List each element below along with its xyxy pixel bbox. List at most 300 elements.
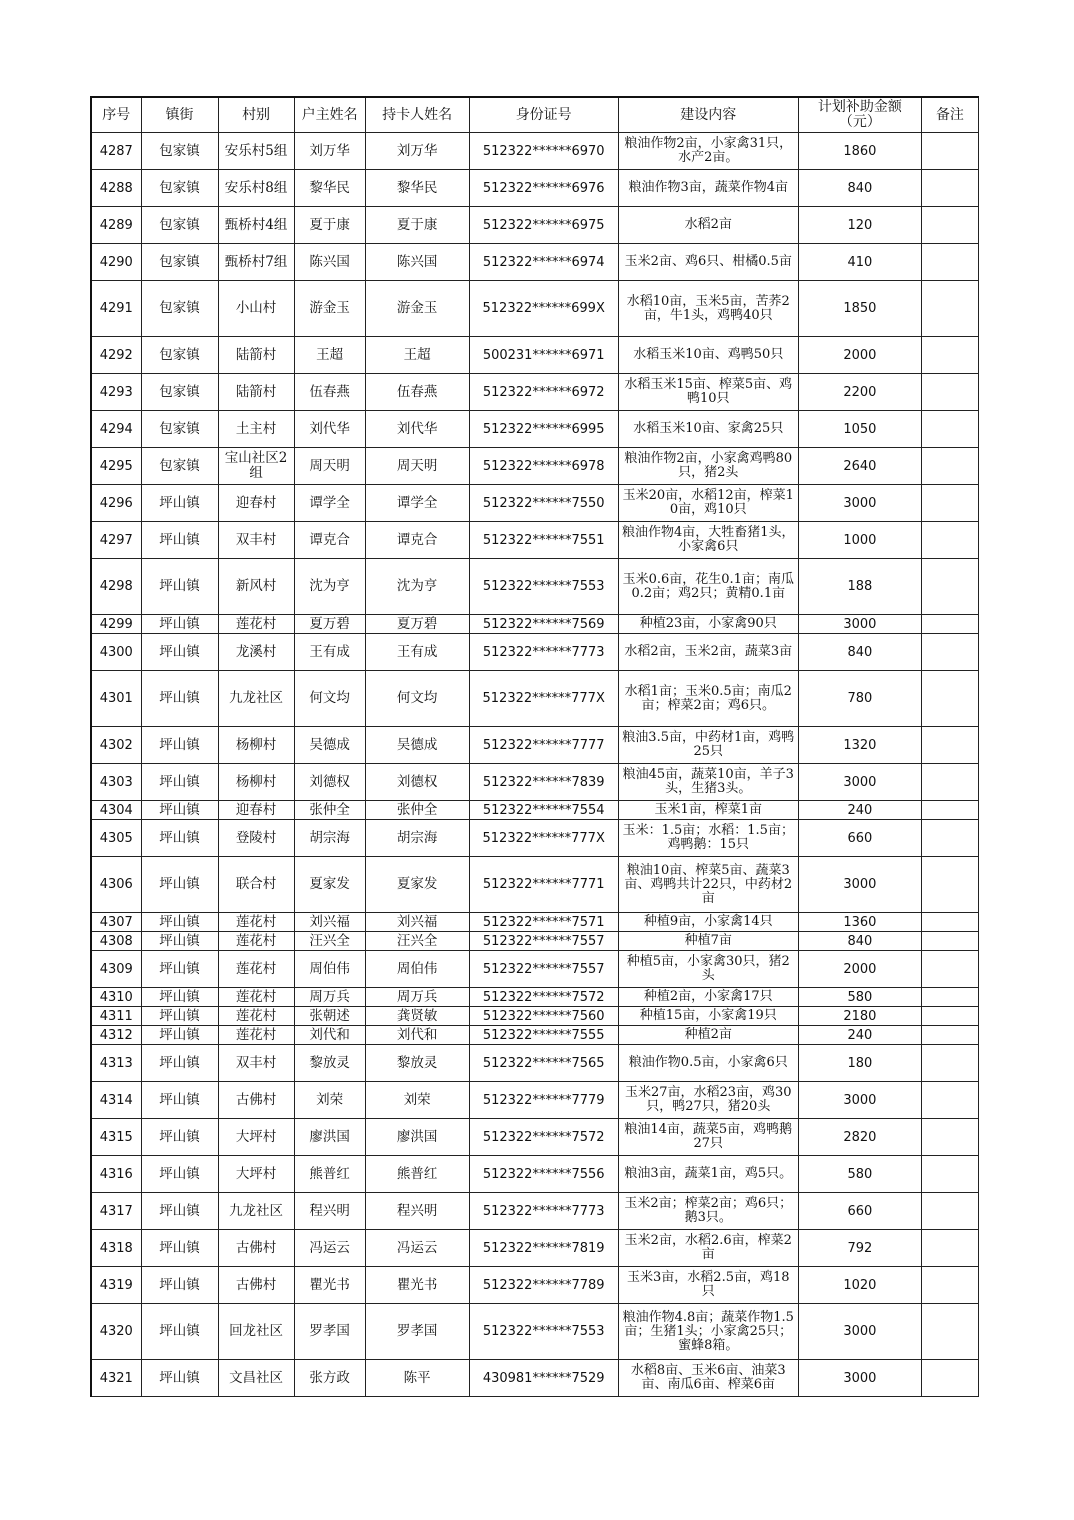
cell-holder-name: 谭学全 [365,485,469,522]
cell-seq: 4297 [91,522,141,559]
cell-note [921,374,978,411]
cell-holder-name: 吴德成 [365,727,469,764]
table-row [91,764,979,801]
cell-amount: 1050 [798,411,921,448]
cell-head-name: 程兴明 [294,1193,365,1230]
cell-head-name: 谭学全 [294,485,365,522]
cell-holder-name: 游金玉 [365,281,469,337]
cell-note [921,559,978,615]
table-row [91,1360,979,1397]
cell-seq: 4287 [91,133,141,170]
cell-seq: 4302 [91,727,141,764]
cell-id-number: 512322******7556 [469,1156,618,1193]
cell-amount: 1360 [798,913,921,932]
header-note: 备注 [921,97,978,133]
cell-content: 水稻8亩、玉米6亩、油菜3亩、南瓜6亩、榨菜6亩 [618,1360,798,1397]
cell-content: 粮油作物0.5亩，小家禽6只 [618,1045,798,1082]
header-row [91,97,979,133]
cell-note [921,1119,978,1156]
cell-town: 坪山镇 [141,1156,218,1193]
cell-village: 莲花村 [218,1026,294,1045]
cell-amount: 188 [798,559,921,615]
cell-town: 坪山镇 [141,1082,218,1119]
cell-head-name: 熊普红 [294,1156,365,1193]
cell-head-name: 刘代和 [294,1026,365,1045]
cell-id-number: 512322******6976 [469,170,618,207]
cell-id-number: 512322******7553 [469,559,618,615]
cell-id-number: 512322******6970 [469,133,618,170]
cell-head-name: 瞿光书 [294,1267,365,1304]
cell-head-name: 王有成 [294,634,365,671]
cell-village: 安乐村8组 [218,170,294,207]
cell-head-name: 胡宗海 [294,820,365,857]
cell-amount: 2200 [798,374,921,411]
cell-holder-name: 程兴明 [365,1193,469,1230]
cell-village: 大坪村 [218,1119,294,1156]
cell-content: 粮油作物3亩，蔬菜作物4亩 [618,170,798,207]
cell-amount: 580 [798,988,921,1007]
cell-seq: 4292 [91,337,141,374]
cell-head-name: 刘荣 [294,1082,365,1119]
cell-head-name: 夏万碧 [294,615,365,634]
table-row [91,801,979,820]
cell-seq: 4320 [91,1304,141,1360]
cell-village: 杨柳村 [218,764,294,801]
cell-village: 古佛村 [218,1082,294,1119]
cell-town: 坪山镇 [141,727,218,764]
cell-content: 粮油作物2亩，小家禽31只，水产2亩。 [618,133,798,170]
cell-head-name: 周万兵 [294,988,365,1007]
cell-holder-name: 伍春燕 [365,374,469,411]
cell-town: 包家镇 [141,244,218,281]
cell-town: 坪山镇 [141,857,218,913]
cell-note [921,1082,978,1119]
cell-seq: 4294 [91,411,141,448]
cell-id-number: 512322******7773 [469,634,618,671]
cell-amount: 792 [798,1230,921,1267]
header-holder-name: 持卡人姓名 [365,97,469,133]
table-row [91,932,979,951]
cell-amount: 120 [798,207,921,244]
cell-head-name: 刘兴福 [294,913,365,932]
cell-town: 坪山镇 [141,1026,218,1045]
cell-town: 包家镇 [141,207,218,244]
cell-amount: 780 [798,671,921,727]
cell-amount: 240 [798,801,921,820]
cell-content: 粮油作物2亩，小家禽鸡鸭80只，猪2头 [618,448,798,485]
cell-id-number: 512322******7771 [469,857,618,913]
cell-note [921,913,978,932]
cell-head-name: 刘代华 [294,411,365,448]
table-row [91,988,979,1007]
cell-amount: 580 [798,1156,921,1193]
cell-seq: 4291 [91,281,141,337]
table-row [91,1267,979,1304]
cell-holder-name: 王有成 [365,634,469,671]
cell-seq: 4315 [91,1119,141,1156]
cell-id-number: 512322******7571 [469,913,618,932]
cell-amount: 660 [798,1193,921,1230]
cell-holder-name: 夏家发 [365,857,469,913]
cell-id-number: 512322******699X [469,281,618,337]
table-row [91,1082,979,1119]
cell-note [921,1304,978,1360]
cell-id-number: 512322******7773 [469,1193,618,1230]
cell-note [921,1267,978,1304]
cell-seq: 4290 [91,244,141,281]
cell-holder-name: 周万兵 [365,988,469,1007]
cell-village: 古佛村 [218,1230,294,1267]
cell-content: 粮油作物4亩，大牲畜猪1头，小家禽6只 [618,522,798,559]
table-row [91,1230,979,1267]
cell-holder-name: 张仲全 [365,801,469,820]
cell-amount: 1000 [798,522,921,559]
cell-holder-name: 夏万碧 [365,615,469,634]
cell-note [921,207,978,244]
cell-note [921,1360,978,1397]
cell-content: 粮油3.5亩，中药材1亩，鸡鸭25只 [618,727,798,764]
cell-id-number: 512322******7572 [469,988,618,1007]
cell-note [921,448,978,485]
cell-note [921,281,978,337]
cell-village: 新风村 [218,559,294,615]
subsidy-table [90,96,979,1397]
cell-town: 坪山镇 [141,485,218,522]
cell-holder-name: 沈为亨 [365,559,469,615]
cell-id-number: 512322******7572 [469,1119,618,1156]
cell-seq: 4310 [91,988,141,1007]
cell-village: 登陵村 [218,820,294,857]
cell-content: 种植2亩，小家禽17只 [618,988,798,1007]
cell-village: 迎春村 [218,485,294,522]
cell-content: 粮油14亩，蔬菜5亩，鸡鸭鹅27只 [618,1119,798,1156]
cell-town: 坪山镇 [141,634,218,671]
cell-town: 坪山镇 [141,1119,218,1156]
cell-id-number: 512322******7555 [469,1026,618,1045]
header-content: 建设内容 [618,97,798,133]
cell-head-name: 冯运云 [294,1230,365,1267]
cell-town: 坪山镇 [141,671,218,727]
cell-note [921,485,978,522]
cell-content: 水稻玉米10亩、家禽25只 [618,411,798,448]
cell-town: 坪山镇 [141,1007,218,1026]
cell-content: 种植5亩，小家禽30只，猪2头 [618,951,798,988]
cell-head-name: 张方政 [294,1360,365,1397]
cell-head-name: 伍春燕 [294,374,365,411]
cell-amount: 3000 [798,764,921,801]
cell-note [921,820,978,857]
cell-content: 玉米3亩，水稻2.5亩，鸡18只 [618,1267,798,1304]
cell-content: 水稻10亩，玉米5亩，苦荞2亩，牛1头，鸡鸭40只 [618,281,798,337]
cell-seq: 4306 [91,857,141,913]
cell-head-name: 黎华民 [294,170,365,207]
cell-head-name: 汪兴全 [294,932,365,951]
cell-seq: 4303 [91,764,141,801]
cell-content: 粮油作物4.8亩；蔬菜作物1.5亩；生猪1头；小家禽25只；蜜蜂8箱。 [618,1304,798,1360]
cell-content: 粮油10亩、榨菜5亩、蔬菜3亩、鸡鸭共计22只，中药材2亩 [618,857,798,913]
cell-town: 包家镇 [141,133,218,170]
cell-note [921,671,978,727]
cell-village: 回龙社区 [218,1304,294,1360]
cell-seq: 4316 [91,1156,141,1193]
cell-village: 九龙社区 [218,1193,294,1230]
cell-seq: 4298 [91,559,141,615]
cell-village: 宝山社区2组 [218,448,294,485]
cell-village: 莲花村 [218,932,294,951]
cell-town: 包家镇 [141,281,218,337]
cell-town: 坪山镇 [141,1230,218,1267]
cell-id-number: 512322******7777 [469,727,618,764]
cell-amount: 180 [798,1045,921,1082]
cell-content: 玉米1亩，榨菜1亩 [618,801,798,820]
cell-town: 包家镇 [141,170,218,207]
cell-head-name: 吴德成 [294,727,365,764]
table-row [91,559,979,615]
cell-amount: 2000 [798,951,921,988]
cell-seq: 4317 [91,1193,141,1230]
cell-amount: 3000 [798,1360,921,1397]
cell-holder-name: 黎华民 [365,170,469,207]
table-row [91,207,979,244]
cell-town: 坪山镇 [141,1267,218,1304]
cell-id-number: 512322******7551 [469,522,618,559]
cell-id-number: 512322******6974 [469,244,618,281]
cell-note [921,988,978,1007]
cell-content: 玉米2亩，水稻2.6亩，榨菜2亩 [618,1230,798,1267]
table-row [91,615,979,634]
cell-note [921,857,978,913]
cell-village: 陆箭村 [218,374,294,411]
cell-head-name: 周天明 [294,448,365,485]
cell-head-name: 沈为亨 [294,559,365,615]
cell-seq: 4301 [91,671,141,727]
cell-seq: 4319 [91,1267,141,1304]
cell-seq: 4299 [91,615,141,634]
cell-note [921,801,978,820]
cell-note [921,615,978,634]
cell-amount: 3000 [798,1304,921,1360]
table-row [91,522,979,559]
cell-amount: 1860 [798,133,921,170]
cell-amount: 3000 [798,1082,921,1119]
cell-id-number: 512322******7819 [469,1230,618,1267]
cell-seq: 4288 [91,170,141,207]
table-row [91,133,979,170]
cell-id-number: 512322******7557 [469,951,618,988]
cell-holder-name: 刘万华 [365,133,469,170]
cell-id-number: 512322******777X [469,820,618,857]
cell-content: 水稻玉米10亩、鸡鸭50只 [618,337,798,374]
cell-head-name: 罗孝国 [294,1304,365,1360]
cell-note [921,1026,978,1045]
cell-amount: 840 [798,170,921,207]
cell-town: 坪山镇 [141,522,218,559]
cell-holder-name: 何文均 [365,671,469,727]
table-row [91,634,979,671]
cell-holder-name: 刘兴福 [365,913,469,932]
cell-village: 联合村 [218,857,294,913]
cell-id-number: 512322******777X [469,671,618,727]
cell-holder-name: 龚贤敏 [365,1007,469,1026]
cell-seq: 4304 [91,801,141,820]
cell-note [921,411,978,448]
cell-content: 粮油3亩，蔬菜1亩，鸡5只。 [618,1156,798,1193]
cell-amount: 1320 [798,727,921,764]
cell-note [921,337,978,374]
cell-seq: 4318 [91,1230,141,1267]
cell-head-name: 刘德权 [294,764,365,801]
table-row [91,1007,979,1026]
cell-amount: 3000 [798,615,921,634]
cell-village: 甄桥村7组 [218,244,294,281]
cell-seq: 4293 [91,374,141,411]
cell-seq: 4296 [91,485,141,522]
cell-content: 玉米2亩；榨菜2亩；鸡6只；鹅3只。 [618,1193,798,1230]
table-row [91,820,979,857]
cell-holder-name: 陈平 [365,1360,469,1397]
cell-amount: 2640 [798,448,921,485]
table-row [91,448,979,485]
cell-id-number: 512322******7789 [469,1267,618,1304]
cell-village: 陆箭村 [218,337,294,374]
cell-seq: 4300 [91,634,141,671]
table-row [91,857,979,913]
cell-note [921,170,978,207]
cell-amount: 410 [798,244,921,281]
cell-head-name: 游金玉 [294,281,365,337]
cell-seq: 4311 [91,1007,141,1026]
cell-content: 玉米20亩，水稻12亩，榨菜10亩，鸡10只 [618,485,798,522]
cell-amount: 2180 [798,1007,921,1026]
cell-holder-name: 谭克合 [365,522,469,559]
header-head-name: 户主姓名 [294,97,365,133]
cell-seq: 4321 [91,1360,141,1397]
cell-village: 双丰村 [218,522,294,559]
cell-town: 包家镇 [141,337,218,374]
cell-holder-name: 熊普红 [365,1156,469,1193]
table-row [91,1026,979,1045]
cell-amount: 840 [798,932,921,951]
cell-content: 种植7亩 [618,932,798,951]
cell-town: 坪山镇 [141,988,218,1007]
cell-holder-name: 周天明 [365,448,469,485]
cell-content: 玉米：1.5亩；水稻：1.5亩；鸡鸭鹅：15只 [618,820,798,857]
cell-town: 包家镇 [141,374,218,411]
cell-content: 玉米27亩，水稻23亩，鸡30只，鸭27只，猪20头 [618,1082,798,1119]
table-row [91,1304,979,1360]
cell-id-number: 512322******6995 [469,411,618,448]
cell-content: 玉米0.6亩，花生0.1亩；南瓜0.2亩；鸡2只；黄精0.1亩 [618,559,798,615]
cell-village: 双丰村 [218,1045,294,1082]
cell-id-number: 512322******7779 [469,1082,618,1119]
cell-head-name: 张朝述 [294,1007,365,1026]
cell-amount: 1850 [798,281,921,337]
cell-id-number: 512322******7550 [469,485,618,522]
table-row [91,374,979,411]
cell-holder-name: 冯运云 [365,1230,469,1267]
cell-id-number: 512322******7557 [469,932,618,951]
cell-content: 水稻2亩，玉米2亩，蔬菜3亩 [618,634,798,671]
cell-town: 坪山镇 [141,1304,218,1360]
cell-seq: 4313 [91,1045,141,1082]
table-row [91,1045,979,1082]
table-row [91,244,979,281]
cell-id-number: 500231******6971 [469,337,618,374]
table-row [91,337,979,374]
cell-seq: 4309 [91,951,141,988]
cell-village: 莲花村 [218,913,294,932]
cell-content: 玉米2亩、鸡6只、柑橘0.5亩 [618,244,798,281]
table-row [91,913,979,932]
cell-note [921,244,978,281]
cell-seq: 4305 [91,820,141,857]
cell-note [921,764,978,801]
cell-id-number: 512322******7839 [469,764,618,801]
table-row [91,411,979,448]
cell-town: 坪山镇 [141,801,218,820]
cell-village: 迎春村 [218,801,294,820]
cell-seq: 4314 [91,1082,141,1119]
cell-note [921,1045,978,1082]
cell-note [921,634,978,671]
header-id-number: 身份证号 [469,97,618,133]
cell-village: 文昌社区 [218,1360,294,1397]
cell-content: 种植15亩，小家禽19只 [618,1007,798,1026]
cell-holder-name: 汪兴全 [365,932,469,951]
header-village: 村别 [218,97,294,133]
cell-head-name: 夏于康 [294,207,365,244]
table-row [91,1193,979,1230]
header-seq: 序号 [91,97,141,133]
cell-amount: 1020 [798,1267,921,1304]
cell-town: 坪山镇 [141,559,218,615]
cell-head-name: 张仲全 [294,801,365,820]
cell-seq: 4295 [91,448,141,485]
cell-town: 坪山镇 [141,951,218,988]
cell-town: 坪山镇 [141,1360,218,1397]
cell-town: 包家镇 [141,411,218,448]
cell-id-number: 512322******6972 [469,374,618,411]
cell-village: 莲花村 [218,951,294,988]
table-row [91,485,979,522]
cell-village: 杨柳村 [218,727,294,764]
cell-holder-name: 刘荣 [365,1082,469,1119]
cell-holder-name: 刘德权 [365,764,469,801]
cell-amount: 840 [798,634,921,671]
cell-holder-name: 胡宗海 [365,820,469,857]
cell-note [921,1230,978,1267]
cell-note [921,1007,978,1026]
cell-village: 土主村 [218,411,294,448]
cell-head-name: 陈兴国 [294,244,365,281]
cell-head-name: 刘万华 [294,133,365,170]
cell-town: 坪山镇 [141,820,218,857]
header-town: 镇街 [141,97,218,133]
cell-amount: 3000 [798,485,921,522]
cell-village: 安乐村5组 [218,133,294,170]
cell-holder-name: 廖洪国 [365,1119,469,1156]
cell-town: 坪山镇 [141,913,218,932]
cell-holder-name: 罗孝国 [365,1304,469,1360]
cell-content: 水稻2亩 [618,207,798,244]
cell-seq: 4307 [91,913,141,932]
cell-content: 种植2亩 [618,1026,798,1045]
cell-note [921,1193,978,1230]
cell-holder-name: 瞿光书 [365,1267,469,1304]
cell-village: 莲花村 [218,1007,294,1026]
cell-id-number: 430981******7529 [469,1360,618,1397]
cell-town: 坪山镇 [141,615,218,634]
